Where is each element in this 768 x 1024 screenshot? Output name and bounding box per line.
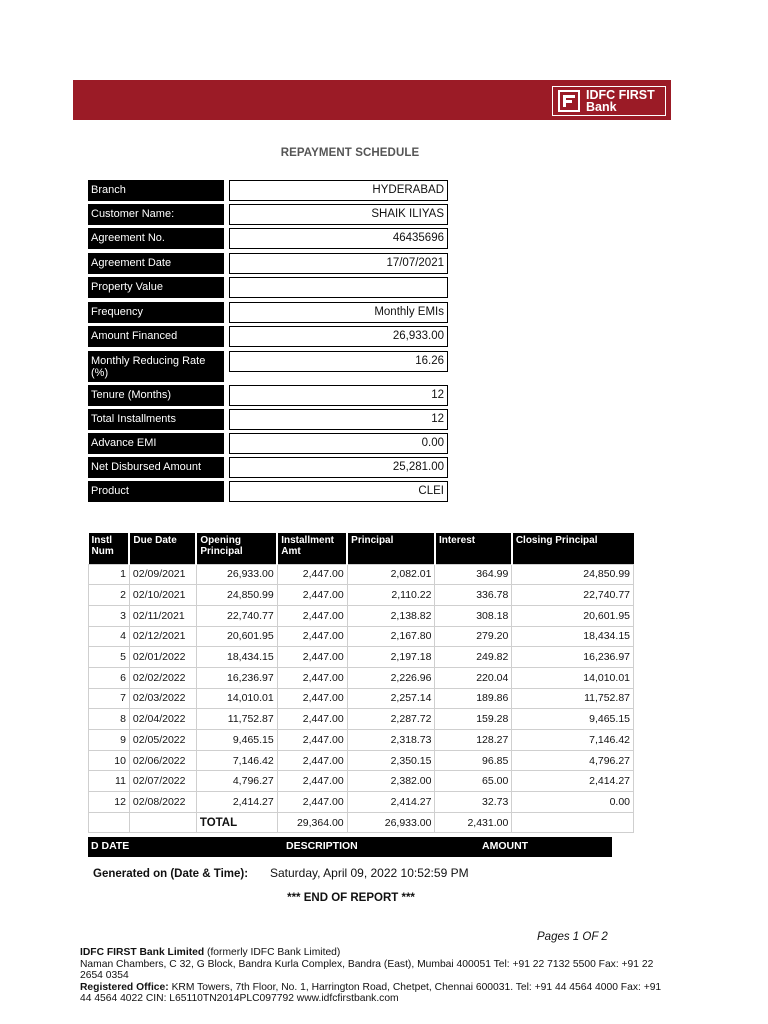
cell-instl-num: 2: [89, 585, 130, 606]
cell-principal: 2,197.18: [347, 647, 435, 668]
cell-installment-amt: 2,447.00: [277, 626, 347, 647]
repayment-schedule-table: [88, 533, 634, 833]
cell-due-date: 02/03/2022: [129, 688, 196, 709]
footer-registered-label: Registered Office:: [80, 981, 169, 993]
cell-due-date: 02/07/2022: [129, 771, 196, 792]
cell-instl-num: 1: [89, 564, 130, 585]
cell-interest: 128.27: [435, 730, 512, 751]
value-amount-financed: 26,933.00: [229, 326, 448, 347]
cell-principal: 2,082.01: [347, 564, 435, 585]
cell-instl-num: 7: [89, 688, 130, 709]
col-header-installment-amt: Installment Amt: [277, 533, 347, 564]
cell-closing-principal: 16,236.97: [512, 647, 634, 668]
table-row: [89, 605, 634, 626]
cell-instl-num: 12: [89, 792, 130, 813]
label-customer-name: Customer Name:: [88, 204, 224, 225]
cell-closing-principal: 4,796.27: [512, 750, 634, 771]
total-installment: 29,364.00: [277, 812, 347, 833]
table-row: [89, 564, 634, 585]
label-monthly-reducing-rate: Monthly Reducing Rate (%): [88, 351, 224, 382]
cell-due-date: 02/06/2022: [129, 750, 196, 771]
cell-interest: 308.18: [435, 605, 512, 626]
footer-address: Naman Chambers, C 32, G Block, Bandra Kurla Complex, Bandra (East), Mumbai 400051 Tel: +91 22 7132 5500 Fax: +91 22 2654 0354: [80, 958, 654, 981]
end-of-report: *** END OF REPORT ***: [287, 892, 415, 904]
label-advance-emi: Advance EMI: [88, 433, 224, 454]
label-net-disbursed-amount: Net Disbursed Amount: [88, 457, 224, 478]
cell-instl-num: 8: [89, 709, 130, 730]
cell-closing-principal: 24,850.99: [512, 564, 634, 585]
cell-due-date: 02/12/2021: [129, 626, 196, 647]
table-row: [89, 709, 634, 730]
cell-principal: 2,110.22: [347, 585, 435, 606]
cell-installment-amt: 2,447.00: [277, 667, 347, 688]
value-advance-emi: 0.00: [229, 433, 448, 454]
cell-closing-principal: 7,146.42: [512, 730, 634, 751]
cell-due-date: 02/04/2022: [129, 709, 196, 730]
col-header-closing-principal: Closing Principal: [512, 533, 634, 564]
cell-closing-principal: 18,434.15: [512, 626, 634, 647]
value-total-installments: 12: [229, 409, 448, 430]
value-customer-name: SHAIK ILIYAS: [229, 204, 448, 225]
label-property-value: Property Value: [88, 277, 224, 298]
txn-col-date: D DATE: [91, 840, 130, 852]
table-row: [89, 647, 634, 668]
cell-instl-num: 3: [89, 605, 130, 626]
cell-principal: 2,167.80: [347, 626, 435, 647]
cell-installment-amt: 2,447.00: [277, 750, 347, 771]
generated-on-value: Saturday, April 09, 2022 10:52:59 PM: [270, 866, 469, 880]
value-tenure: 12: [229, 385, 448, 406]
footer-company: IDFC FIRST Bank Limited: [80, 947, 205, 958]
cell-principal: 2,318.73: [347, 730, 435, 751]
page-title: REPAYMENT SCHEDULE: [280, 147, 420, 159]
cell-due-date: 02/09/2021: [129, 564, 196, 585]
cell-opening-principal: 4,796.27: [196, 771, 277, 792]
cell-installment-amt: 2,447.00: [277, 585, 347, 606]
cell-opening-principal: 18,434.15: [196, 647, 277, 668]
value-monthly-reducing-rate: 16.26: [229, 351, 448, 372]
col-header-due-date: Due Date: [129, 533, 196, 564]
total-empty-cell: [512, 812, 634, 833]
label-tenure: Tenure (Months): [88, 385, 224, 406]
label-frequency: Frequency: [88, 302, 224, 323]
footer-formerly: (formerly IDFC Bank Limited): [204, 947, 341, 958]
cell-principal: 2,226.96: [347, 667, 435, 688]
cell-instl-num: 6: [89, 667, 130, 688]
table-row: [89, 771, 634, 792]
transaction-header: [88, 837, 612, 857]
cell-installment-amt: 2,447.00: [277, 688, 347, 709]
cell-principal: 2,138.82: [347, 605, 435, 626]
cell-interest: 249.82: [435, 647, 512, 668]
cell-due-date: 02/11/2021: [129, 605, 196, 626]
value-agreement-no: 46435696: [229, 228, 448, 249]
table-body: [89, 564, 634, 812]
cell-instl-num: 4: [89, 626, 130, 647]
txn-col-amount: AMOUNT: [482, 840, 529, 852]
col-header-principal: Principal: [347, 533, 435, 564]
cell-opening-principal: 16,236.97: [196, 667, 277, 688]
total-principal: 26,933.00: [347, 812, 435, 833]
col-header-instl-num: Instl Num: [89, 533, 130, 564]
cell-principal: 2,414.27: [347, 792, 435, 813]
cell-instl-num: 9: [89, 730, 130, 751]
bank-logo: [552, 86, 666, 116]
cell-interest: 96.85: [435, 750, 512, 771]
page-number: Pages 1 OF 2: [537, 931, 608, 943]
footer-registered-line: [80, 982, 665, 1005]
table-row: [89, 585, 634, 606]
table-total-row: [89, 812, 634, 833]
total-empty-cell: [129, 812, 196, 833]
cell-principal: 2,287.72: [347, 709, 435, 730]
cell-interest: 336.78: [435, 585, 512, 606]
table-row: [89, 792, 634, 813]
table-header-row: [89, 533, 634, 564]
value-net-disbursed-amount: 25,281.00: [229, 457, 448, 478]
cell-instl-num: 5: [89, 647, 130, 668]
cell-interest: 32.73: [435, 792, 512, 813]
cell-due-date: 02/10/2021: [129, 585, 196, 606]
cell-opening-principal: 24,850.99: [196, 585, 277, 606]
total-empty-cell: [89, 812, 130, 833]
cell-closing-principal: 2,414.27: [512, 771, 634, 792]
cell-installment-amt: 2,447.00: [277, 605, 347, 626]
cell-closing-principal: 22,740.77: [512, 585, 634, 606]
footer: [80, 947, 665, 1005]
cell-opening-principal: 11,752.87: [196, 709, 277, 730]
table-row: [89, 667, 634, 688]
cell-interest: 189.86: [435, 688, 512, 709]
value-property-value: [229, 277, 448, 298]
label-total-installments: Total Installments: [88, 409, 224, 430]
col-header-interest: Interest: [435, 533, 512, 564]
label-branch: Branch: [88, 180, 224, 201]
value-branch: HYDERABAD: [229, 180, 448, 201]
cell-installment-amt: 2,447.00: [277, 730, 347, 751]
cell-due-date: 02/05/2022: [129, 730, 196, 751]
table-row: [89, 730, 634, 751]
cell-installment-amt: 2,447.00: [277, 771, 347, 792]
txn-col-description: DESCRIPTION: [286, 840, 358, 852]
cell-principal: 2,350.15: [347, 750, 435, 771]
total-label: TOTAL: [196, 812, 277, 833]
cell-instl-num: 11: [89, 771, 130, 792]
logo-line1: IDFC FIRST: [586, 88, 655, 102]
cell-opening-principal: 20,601.95: [196, 626, 277, 647]
footer-registered: KRM Towers, 7th Floor, No. 1, Harrington Road, Chetpet, Chennai 600031. Tel: +91 44 4564 4000 Fax: +91 44 4564 4022 CIN: L65110TN2014PLC097792 www.idfcfirstbank.com: [80, 981, 662, 1004]
cell-interest: 65.00: [435, 771, 512, 792]
table-row: [89, 750, 634, 771]
cell-installment-amt: 2,447.00: [277, 564, 347, 585]
table-row: [89, 626, 634, 647]
total-interest: 2,431.00: [435, 812, 512, 833]
cell-interest: 364.99: [435, 564, 512, 585]
cell-opening-principal: 2,414.27: [196, 792, 277, 813]
cell-installment-amt: 2,447.00: [277, 792, 347, 813]
cell-closing-principal: 14,010.01: [512, 667, 634, 688]
cell-principal: 2,382.00: [347, 771, 435, 792]
bank-logo-icon: [558, 90, 580, 112]
cell-closing-principal: 9,465.15: [512, 709, 634, 730]
cell-interest: 279.20: [435, 626, 512, 647]
value-frequency: Monthly EMIs: [229, 302, 448, 323]
cell-opening-principal: 9,465.15: [196, 730, 277, 751]
cell-installment-amt: 2,447.00: [277, 709, 347, 730]
table-row: [89, 688, 634, 709]
cell-closing-principal: 11,752.87: [512, 688, 634, 709]
logo-line2: Bank: [586, 100, 617, 114]
label-amount-financed: Amount Financed: [88, 326, 224, 347]
value-product: CLEI: [229, 481, 448, 502]
cell-closing-principal: 0.00: [512, 792, 634, 813]
label-agreement-date: Agreement Date: [88, 253, 224, 274]
label-product: Product: [88, 481, 224, 502]
cell-instl-num: 10: [89, 750, 130, 771]
col-header-opening-principal: Opening Principal: [196, 533, 277, 564]
cell-due-date: 02/08/2022: [129, 792, 196, 813]
cell-opening-principal: 7,146.42: [196, 750, 277, 771]
cell-installment-amt: 2,447.00: [277, 647, 347, 668]
cell-interest: 159.28: [435, 709, 512, 730]
label-agreement-no: Agreement No.: [88, 228, 224, 249]
cell-opening-principal: 26,933.00: [196, 564, 277, 585]
footer-company-line: [80, 947, 665, 959]
cell-interest: 220.04: [435, 667, 512, 688]
cell-opening-principal: 22,740.77: [196, 605, 277, 626]
cell-due-date: 02/02/2022: [129, 667, 196, 688]
cell-closing-principal: 20,601.95: [512, 605, 634, 626]
value-agreement-date: 17/07/2021: [229, 253, 448, 274]
cell-principal: 2,257.14: [347, 688, 435, 709]
cell-due-date: 02/01/2022: [129, 647, 196, 668]
bank-logo-text: [586, 89, 655, 113]
cell-opening-principal: 14,010.01: [196, 688, 277, 709]
generated-on-label: Generated on (Date & Time):: [93, 868, 249, 880]
